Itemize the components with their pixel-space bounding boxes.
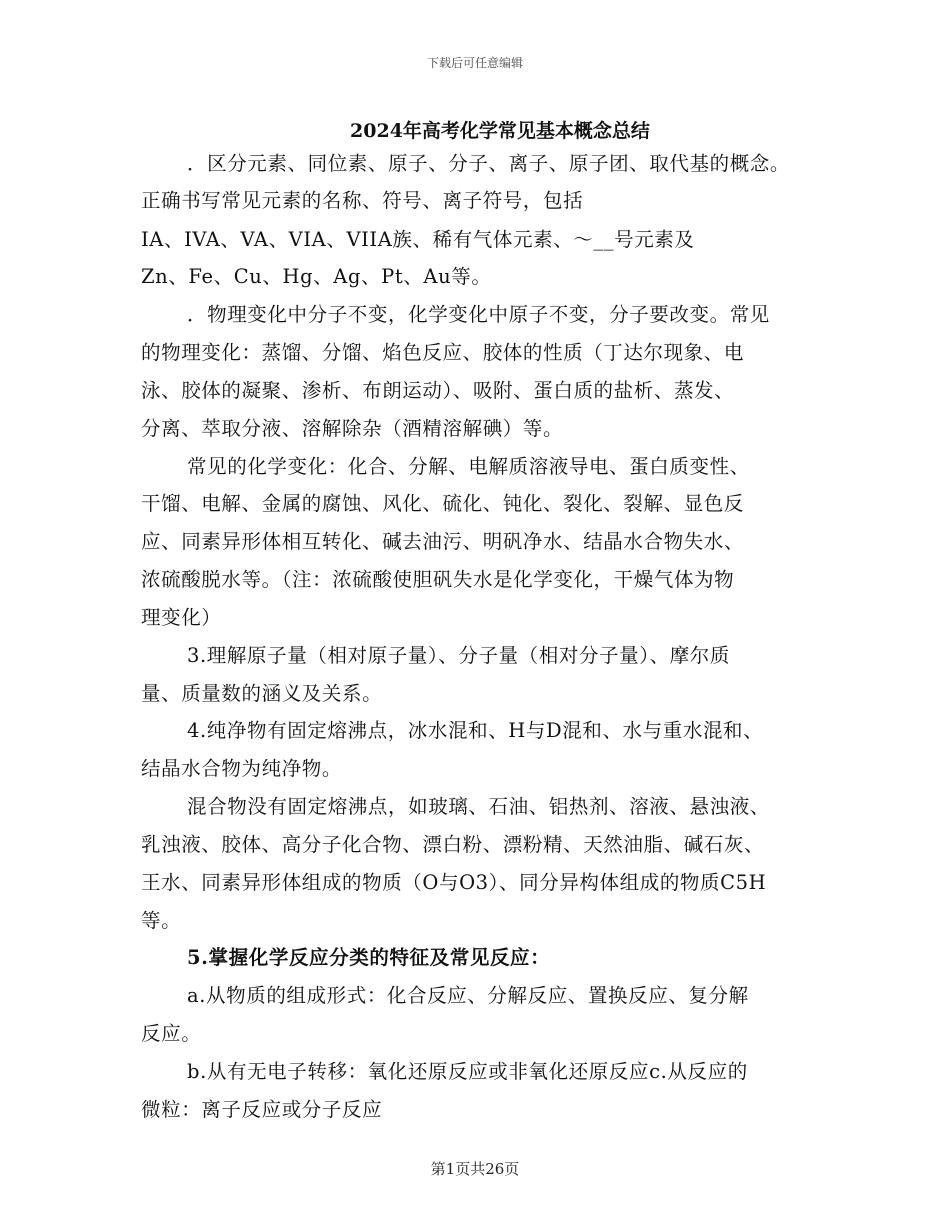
- section-heading: 5.掌握化学反应分类的特征及常见反应：: [187, 946, 551, 969]
- page-number-footer: 第1页共26页: [430, 1160, 520, 1178]
- body-line: 王水、同素异形体组成的物质（O与O3）、同分异构体组成的物质C5H: [141, 871, 767, 894]
- body-line: 3.理解原子量（相对原子量）、分子量（相对分子量）、摩尔质: [187, 644, 731, 667]
- body-line: 应、同素异形体相互转化、碱去油污、明矾净水、结晶水合物失水、: [141, 530, 745, 553]
- body-line: ．物理变化中分子不变，化学变化中原子不变，分子要改变。常见: [187, 303, 770, 326]
- body-line: IA、IVA、VA、VIA、VIIA族、稀有气体元素、～__号元素及: [141, 228, 695, 251]
- body-line: 分离、萃取分液、溶解除杂（酒精溶解碘）等。: [141, 417, 564, 440]
- body-line: 乳浊液、胶体、高分子化合物、漂白粉、漂粉精、天然油脂、碱石灰、: [141, 833, 765, 856]
- body-line: 混合物没有固定熔沸点，如玻璃、石油、铝热剂、溶液、悬浊液、: [187, 795, 770, 818]
- body-line: b.从有无电子转移：氧化还原反应或非氧化还原反应c.从反应的: [187, 1060, 748, 1083]
- document-title: 2024年高考化学常见基本概念总结: [350, 120, 650, 142]
- body-line: 浓硫酸脱水等。（注：浓硫酸使胆矾失水是化学变化，干燥气体为物: [141, 568, 735, 591]
- body-line: 正确书写常见元素的名称、符号、离子符号，包括: [141, 189, 584, 212]
- body-line: 理变化）: [141, 606, 222, 629]
- body-line: 的物理变化：蒸馏、分馏、焰色反应、胶体的性质（丁达尔现象、电: [141, 341, 745, 364]
- body-line: 泳、胶体的凝聚、渗析、布朗运动）、吸附、蛋白质的盐析、蒸发、: [141, 379, 735, 402]
- body-line: 干馏、电解、金属的腐蚀、风化、硫化、钝化、裂化、裂解、显色反: [141, 492, 745, 515]
- body-line: 结晶水合物为纯净物。: [141, 757, 343, 780]
- body-line: 4.纯净物有固定熔沸点，冰水混和、H与D混和、水与重水混和、: [187, 719, 764, 742]
- body-line: 常见的化学变化：化合、分解、电解质溶液导电、蛋白质变性、: [187, 455, 750, 478]
- body-line: 等。: [141, 909, 182, 932]
- body-line: ．区分元素、同位素、原子、分子、离子、原子团、取代基的概念。: [187, 152, 791, 175]
- body-line: 量、质量数的涵义及关系。: [141, 682, 383, 705]
- body-line: Zn、Fe、Cu、Hg、Ag、Pt、Au等。: [141, 265, 492, 288]
- page-header-note: 下载后可任意编辑: [426, 56, 523, 70]
- body-line: 反应。: [141, 1022, 202, 1045]
- body-line: a.从物质的组成形式：化合反应、分解反应、置换反应、复分解: [187, 984, 749, 1007]
- body-line: 微粒：离子反应或分子反应: [141, 1098, 383, 1121]
